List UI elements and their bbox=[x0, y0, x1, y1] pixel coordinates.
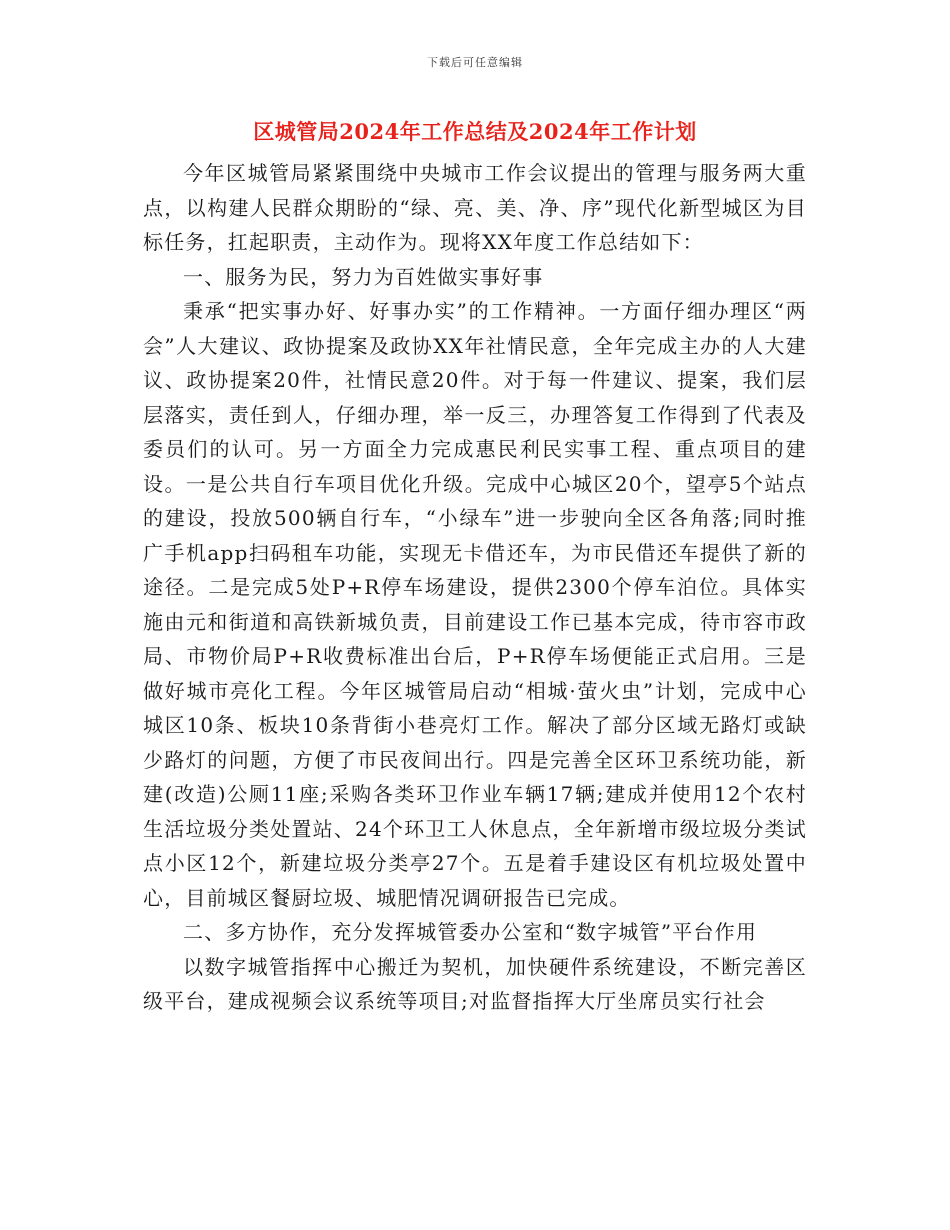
section-2-paragraph: 以数字城管指挥中心搬迁为契机，加快硬件系统建设，不断完善区级平台，建成视频会议系统等项目;对监督指挥大厅坐席员实行社会 bbox=[143, 954, 807, 1013]
section-1-paragraph: 秉承“把实事办好、好事办实”的工作精神。一方面仔细办理区“两会”人大建议、政协提案及政协XX年社情民意，全年完成主办的人大建议、政协提案20件，社情民意20件。对于每一件建议、提案，我们层层落实，责任到人，仔细办理，举一反三，办理答复工作得到了代表及委员们的认可。另一方面全力完成惠民利民实事工程、重点项目的建设。一是公共自行车项目优化升级。完成中心城区20个，望亭5个站点的建设，投放500辆自行车，“小绿车”进一步驶向全区各角落;同时推广手机app扫码租车功能，实现无卡借还车，为市民借还车提供了新的途径。二是完成5处P+R停车场建设，提供2300个停车泊位。具体实施由元和街道和高铁新城负责，目前建设工作已基本完成，待市容市政局、市物价局P+R收费标准出台后，P+R停车场便能正式启用。三是做好城市亮化工程。今年区城管局启动“相城·萤火虫”计划，完成中心城区10条、板块10条背街小巷亮灯工作。解决了部分区域无路灯或缺少路灯的问题，方便了市民夜间出行。四是完善全区环卫系统功能，新建(改造)公厕11座;采购各类环卫作业车辆17辆;建成并使用12个农村生活垃圾分类处置站、24个环卫工人休息点，全年新增市级垃圾分类试点小区12个，新建垃圾分类亭27个。五是着手建设区有机垃圾处置中心，目前城区餐厨垃圾、城肥情况调研报告已完成。 bbox=[143, 299, 807, 910]
page-header-note: 下载后可任意编辑 bbox=[427, 56, 523, 69]
section-heading-1: 一、服务为民，努力为百姓做实事好事 bbox=[183, 264, 544, 289]
intro-paragraph: 今年区城管局紧紧围绕中央城市工作会议提出的管理与服务两大重点，以构建人民群众期盼的“绿、亮、美、净、序”现代化新型城区为目标任务，扛起职责，主动作为。现将XX年度工作总结如下： bbox=[143, 161, 807, 254]
section-heading-2: 二、多方协作，充分发挥城管委办公室和“数字城管”平台作用 bbox=[183, 920, 758, 944]
document-body bbox=[143, 156, 807, 1019]
document-title: 区城管局2024年工作总结及2024年工作计划 bbox=[253, 119, 697, 144]
